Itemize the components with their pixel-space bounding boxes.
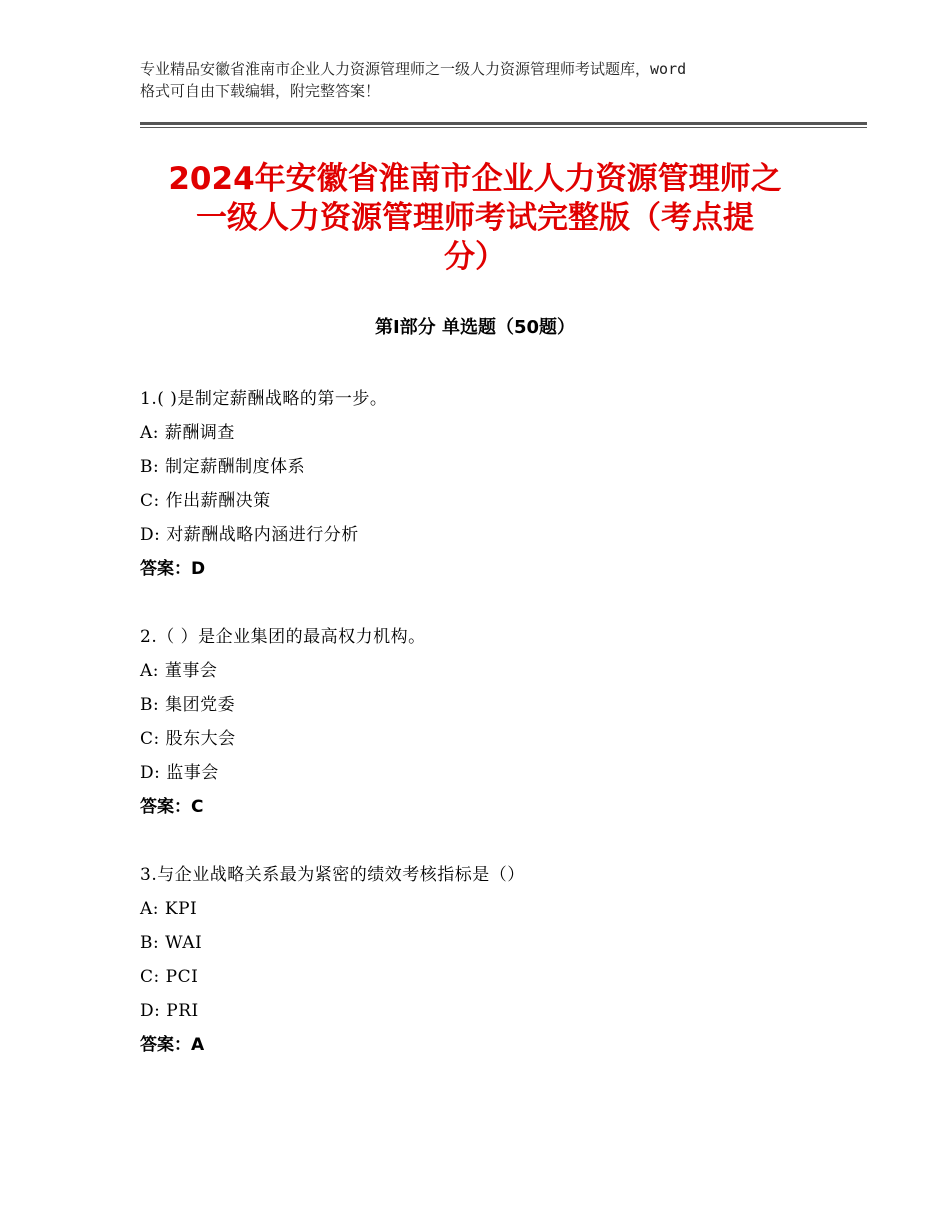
title-line-1: 2024年安徽省淮南市企业人力资源管理师之 xyxy=(168,161,782,197)
option-b: B: WAI xyxy=(140,933,203,953)
answer: 答案：D xyxy=(140,559,206,579)
answer: 答案：C xyxy=(140,797,204,817)
question-3 xyxy=(140,858,840,1062)
title-line-2: 一级人力资源管理师考试完整版（考点提 xyxy=(196,200,754,236)
option-a: A: 董事会 xyxy=(140,661,218,681)
question-list xyxy=(140,382,840,1096)
title-line-3: 分） xyxy=(444,239,506,275)
option-c: C: 股东大会 xyxy=(140,729,236,749)
section-heading: 第Ⅰ部分 单选题（50题） xyxy=(374,317,575,338)
option-b: B: 集团党委 xyxy=(140,695,236,715)
question-stem: 2.（ ）是企业集团的最高权力机构。 xyxy=(140,627,426,647)
option-d: D: 对薪酬战略内涵进行分析 xyxy=(140,525,359,545)
answer: 答案：A xyxy=(140,1035,205,1055)
option-c: C: PCI xyxy=(140,967,199,987)
header-divider-thick xyxy=(140,122,867,125)
header-divider-thin xyxy=(140,127,867,128)
header-note xyxy=(140,58,830,102)
option-c: C: 作出薪酬决策 xyxy=(140,491,271,511)
option-a: A: KPI xyxy=(140,899,198,919)
document-title xyxy=(130,160,820,277)
option-d: D: PRI xyxy=(140,1001,199,1021)
question-2 xyxy=(140,620,840,824)
question-stem: 1.( )是制定薪酬战略的第一步。 xyxy=(140,389,388,409)
option-a: A: 薪酬调查 xyxy=(140,423,235,443)
question-1 xyxy=(140,382,840,586)
header-note-line-1: 专业精品安徽省淮南市企业人力资源管理师之一级人力资源管理师考试题库，word xyxy=(140,60,687,78)
question-stem: 3.与企业战略关系最为紧密的绩效考核指标是（） xyxy=(140,865,525,885)
option-d: D: 监事会 xyxy=(140,763,219,783)
option-b: B: 制定薪酬制度体系 xyxy=(140,457,306,477)
header-note-line-2: 格式可自由下载编辑，附完整答案！ xyxy=(140,82,381,100)
